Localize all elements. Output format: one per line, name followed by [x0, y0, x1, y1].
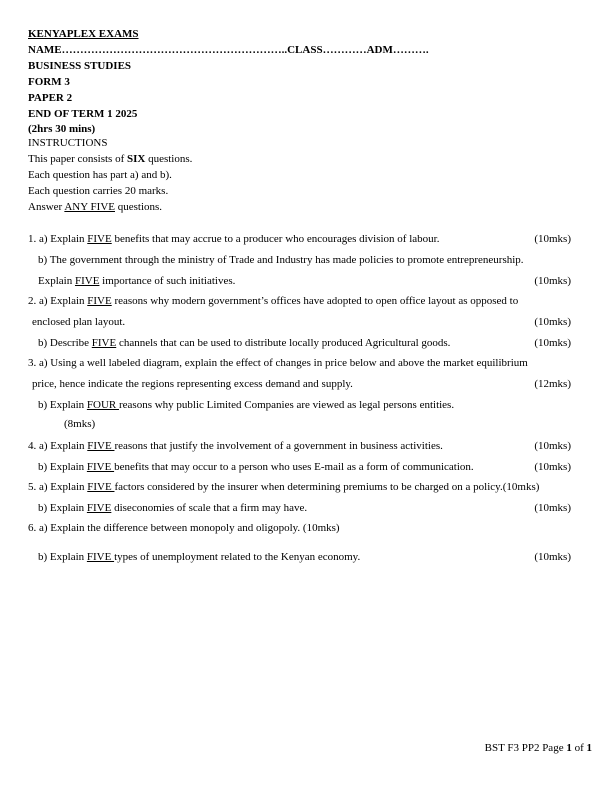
question-3b-line-1: b) Explain FOUR reasons why public Limited Companies are viewed as legal persons entities. [38, 399, 455, 411]
instruction-line-1: This paper consists of SIX questions. [28, 153, 193, 165]
paper-label: PAPER 2 [28, 92, 73, 104]
question-5a: 5. a) Explain FIVE factors considered by the insurer when determining premiums to be charged on a policy.(10mks) [28, 481, 540, 493]
duration-label: (2hrs 30 mins) [28, 123, 96, 135]
term-label: END OF TERM 1 2025 [28, 108, 138, 120]
instruction-line-4: Answer ANY FIVE questions. [28, 201, 163, 213]
question-2b-marks: (10mks) [534, 337, 571, 349]
instruction-line-2: Each question has part a) and b). [28, 169, 172, 181]
question-6a: 6. a) Explain the difference between monopoly and oligopoly. (10mks) [28, 522, 340, 534]
question-3b-marks: (8mks) [64, 418, 96, 430]
question-2a-line-2: enclosed plan layout. [32, 316, 126, 328]
question-6b: b) Explain FIVE types of unemployment related to the Kenyan economy. [38, 551, 361, 563]
question-4a: 4. a) Explain FIVE reasons that justify the involvement of a government in business activities. [28, 440, 443, 452]
question-5a-marks: (10mks) [502, 481, 540, 493]
question-4b-marks: (10mks) [534, 461, 571, 473]
page-footer: BST F3 PP2 Page 1 of 1 [484, 742, 592, 754]
question-3a-line-1: 3. a) Using a well labeled diagram, explain the effect of changes in price below and above the market equilibrium [28, 357, 528, 369]
question-6b-marks: (10mks) [534, 551, 571, 563]
form-label: FORM 3 [28, 76, 70, 88]
question-5b-marks: (10mks) [534, 502, 571, 514]
question-5b: b) Explain FIVE diseconomies of scale that a firm may have. [38, 502, 308, 514]
page-number: 1 [566, 742, 572, 754]
instruction-line-3: Each question carries 20 marks. [28, 185, 169, 197]
question-1b-line-2: Explain FIVE importance of such initiatives. [38, 275, 236, 287]
school-title: KENYAPLEX EXAMS [28, 28, 139, 40]
question-1a: 1. a) Explain FIVE benefits that may accrue to a producer who encourages division of labour. [28, 233, 440, 245]
question-2b: b) Describe FIVE channels that can be used to distribute locally produced Agricultural goods. [38, 337, 451, 349]
question-2a-line-1: 2. a) Explain FIVE reasons why modern government’s offices have adopted to open office layout as opposed to [28, 295, 519, 307]
question-3a-marks: (12mks) [534, 378, 571, 390]
question-1a-marks: (10mks) [534, 233, 571, 245]
question-1b-marks: (10mks) [534, 275, 571, 287]
question-4b: b) Explain FIVE benefits that may occur to a person who uses E-mail as a form of communication. [38, 461, 474, 473]
subject-title: BUSINESS STUDIES [28, 60, 132, 72]
name-class-adm-line: NAME……………………………………………………..CLASS…………ADM………. [28, 44, 429, 56]
question-3a-line-2: price, hence indicate the regions representing excess demand and supply. [32, 378, 353, 390]
question-2a-marks: (10mks) [534, 316, 571, 328]
question-1b-line-1: b) The government through the ministry of Trade and Industry has made policies to promote entrepreneurship. [38, 254, 524, 266]
question-4a-marks: (10mks) [534, 440, 571, 452]
page-total: 1 [586, 742, 592, 754]
instructions-heading: INSTRUCTIONS [28, 137, 108, 149]
